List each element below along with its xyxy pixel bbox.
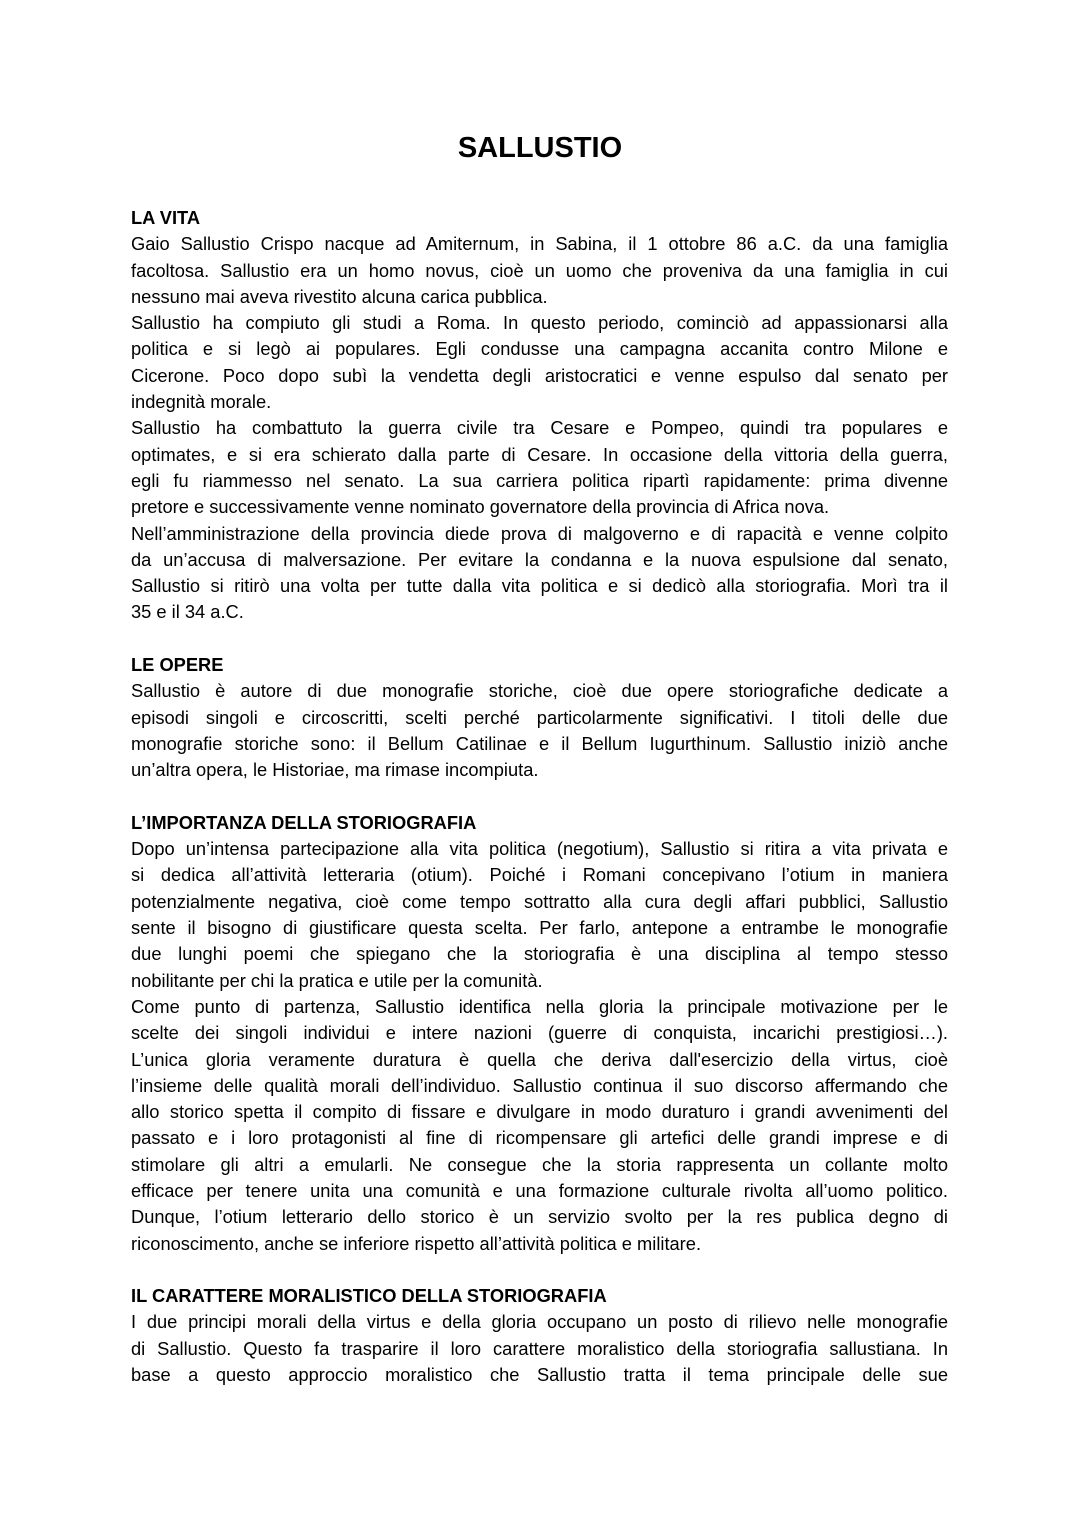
text-line: Sallustio ha compiuto gli studi a Roma. In questo periodo, cominciò ad appassionarsi alla — [131, 312, 948, 334]
paragraph — [131, 310, 948, 415]
text-line: base a questo approccio moralistico che Sallustio tratta il tema principale delle sue — [131, 1364, 948, 1386]
text-line: allo storico spetta il compito di fissare e divulgare in modo duraturo i grandi avvenimenti del — [131, 1101, 948, 1123]
paragraph — [131, 521, 948, 626]
text-line: indegnità morale. — [131, 391, 272, 413]
text-line: stimolare gli altri a emularli. Ne consegue che la storia rappresenta un collante molto — [131, 1153, 948, 1175]
text-line: pretore e successivamente venne nominato governatore della provincia di Africa nova. — [131, 496, 830, 518]
text-line: riconoscimento, anche se inferiore rispetto all’attività politica e militare. — [131, 1232, 702, 1254]
section — [131, 1257, 948, 1388]
section — [131, 205, 948, 626]
text-line: di Sallustio. Questo fa trasparire il loro carattere moralistico della storiografia sallustiana. In — [131, 1337, 948, 1359]
text-line: Gaio Sallustio Crispo nacque ad Amiternum, in Sabina, il 1 ottobre 86 a.C. da una famiglia — [131, 233, 948, 255]
text-line: da un’accusa di malversazione. Per evitare la condanna e la nuova espulsione dal senato, — [131, 548, 948, 570]
text-line: L’unica gloria veramente duratura è quella che deriva dall'esercizio della virtus, cioè — [131, 1048, 948, 1070]
text-line: l’insieme delle qualità morali dell’individuo. Sallustio continua il suo discorso affermando che — [131, 1074, 948, 1096]
paragraph — [131, 231, 948, 310]
text-line: un’altra opera, le Historiae, ma rimase incompiuta. — [131, 759, 539, 781]
text-line: due lunghi poemi che spiegano che la storiografia è una disciplina al tempo stesso — [131, 943, 948, 965]
section-heading: L’IMPORTANZA DELLA STORIOGRAFIA — [131, 811, 477, 833]
text-line: Dopo un’intensa partecipazione alla vita politica (negotium), Sallustio si ritira a vita privata e — [131, 838, 948, 860]
text-line: Sallustio si ritirò una volta per tutte dalla vita politica e si dedicò alla storiografia. Morì tra il — [131, 575, 948, 597]
paragraph — [131, 836, 948, 994]
text-line: optimates, e si era schierato dalla parte di Cesare. In occasione della vittoria della guerra, — [131, 443, 948, 465]
text-line: potenzialmente negativa, cioè come tempo sottratto alla cura degli affari pubblici, Sallustio — [131, 890, 948, 912]
text-line: Dunque, l’otium letterario dello storico è un servizio svolto per la res publica degno di — [131, 1206, 948, 1228]
text-line: scelte dei singoli individui e intere nazioni (guerre di conquista, incarichi prestigiosi…). — [131, 1022, 948, 1044]
section-heading: LA VITA — [131, 207, 201, 228]
text-line: Cicerone. Poco dopo subì la vendetta degli aristocratici e venne espulso dal senato per — [131, 364, 948, 386]
text-line: nobilitante per chi la pratica e utile per la comunità. — [131, 969, 543, 991]
text-line: episodi singoli e circoscritti, scelti perché particolarmente significativi. I titoli delle due — [131, 706, 948, 728]
text-line: I due principi morali della virtus e della gloria occupano un posto di rilievo nelle monografie — [131, 1311, 948, 1333]
text-line: Come punto di partenza, Sallustio identifica nella gloria la principale motivazione per le — [131, 995, 948, 1017]
paragraph — [131, 994, 948, 1257]
text-line: sente il bisogno di giustificare questa scelta. Per farlo, antepone a entrambe le monografie — [131, 917, 948, 939]
text-line: 35 e il 34 a.C. — [131, 601, 244, 623]
text-line: monografie storiche sono: il Bellum Catilinae e il Bellum Iugurthinum. Sallustio iniziò anche — [131, 732, 948, 754]
paragraph — [131, 678, 948, 783]
text-line: passato e i loro protagonisti al fine di ricompensare gli artefici delle grandi imprese e di — [131, 1127, 948, 1149]
text-line: efficace per tenere unita una comunità e una formazione culturale rivolta all’uomo politico. — [131, 1179, 948, 1201]
text-line: egli fu riammesso nel senato. La sua carriera politica ripartì rapidamente: prima divenne — [131, 469, 948, 491]
text-line: si dedica all’attività letteraria (otium). Poiché i Romani concepivano l’otium in maniera — [131, 864, 948, 886]
text-line: nessuno mai aveva rivestito alcuna carica pubblica. — [131, 285, 548, 307]
section — [131, 784, 948, 1257]
section — [131, 626, 948, 784]
paragraph — [131, 1309, 948, 1388]
section-heading: LE OPERE — [131, 654, 224, 676]
text-line: Nell’amministrazione della provincia diede prova di malgoverno e di rapacità e venne colpito — [131, 522, 948, 544]
document-title: SALLUSTIO — [457, 132, 623, 164]
section-heading: IL CARATTERE MORALISTICO DELLA STORIOGRAFIA — [131, 1285, 607, 1307]
text-line: politica e si legò ai populares. Egli condusse una campagna accanita contro Milone e — [131, 338, 948, 360]
document-body — [131, 205, 948, 1388]
text-line: Sallustio ha combattuto la guerra civile tra Cesare e Pompeo, quindi tra populares e — [131, 417, 948, 439]
text-line: Sallustio è autore di due monografie storiche, cioè due opere storiografiche dedicate a — [131, 680, 948, 702]
text-line: facoltosa. Sallustio era un homo novus, cioè un uomo che proveniva da una famiglia in cui — [131, 259, 948, 281]
paragraph — [131, 415, 948, 520]
